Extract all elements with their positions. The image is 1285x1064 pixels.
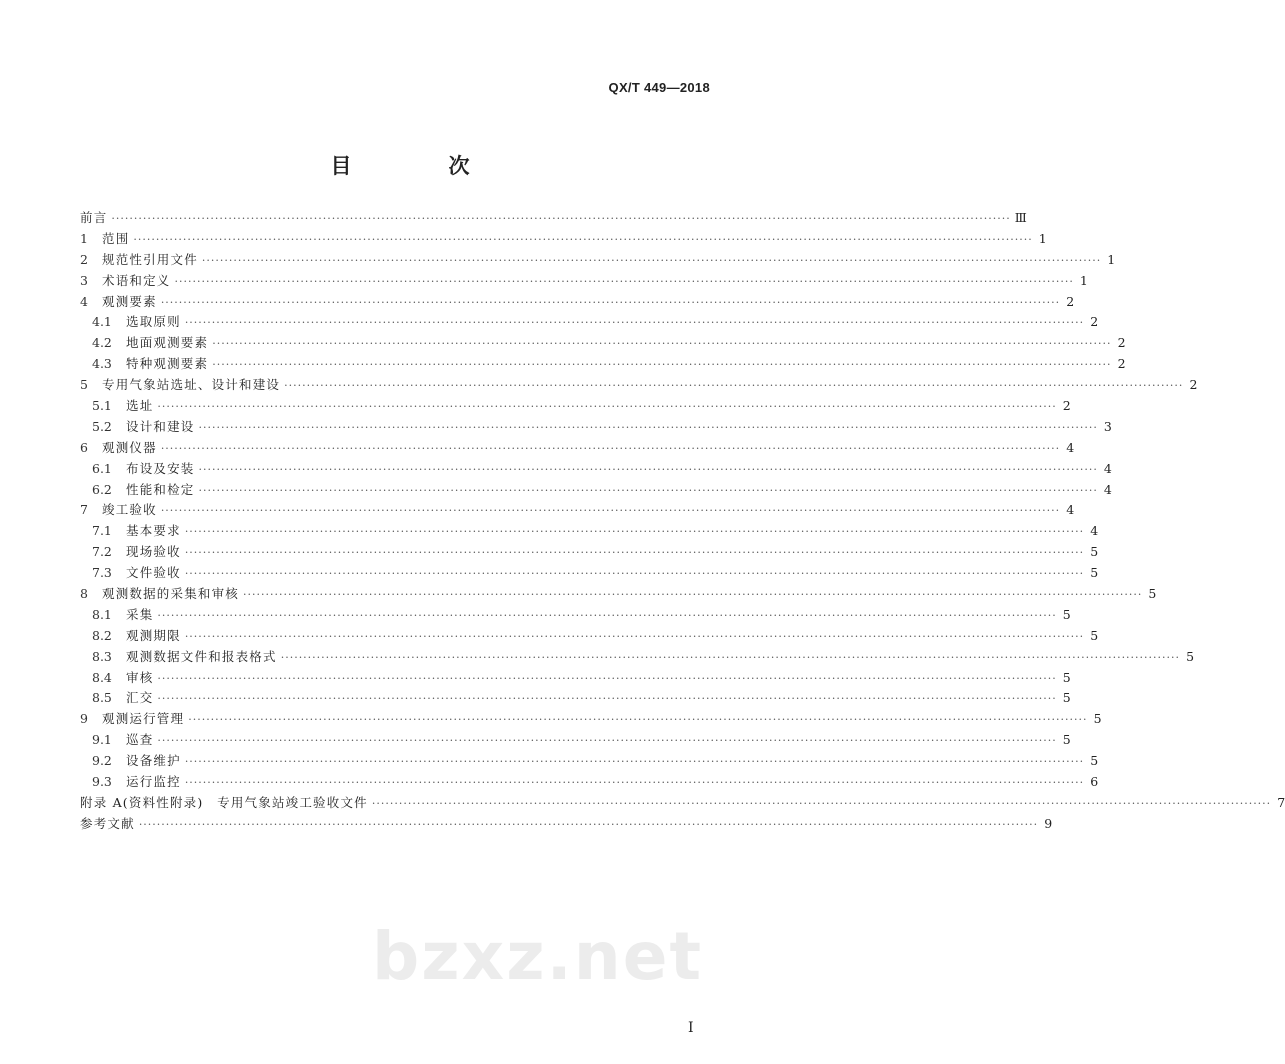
toc-entry-number: 4.1 bbox=[92, 314, 112, 330]
dot-leader: ········································································································································································································ bbox=[371, 796, 1272, 810]
toc-entry-number: 7 bbox=[80, 502, 88, 518]
dot-leader: ········································································································································································································ bbox=[201, 253, 1102, 267]
toc-entry[interactable] bbox=[80, 333, 1126, 354]
toc-title: 目 次 bbox=[330, 153, 508, 178]
dot-leader: ········································································································································································································ bbox=[198, 483, 1098, 497]
toc-entry-number: 8.4 bbox=[92, 669, 112, 685]
toc-entry-page: 5 bbox=[1090, 565, 1099, 581]
table-of-contents bbox=[80, 208, 1285, 835]
toc-entry-number: 9.2 bbox=[92, 753, 112, 769]
toc-entry[interactable] bbox=[80, 312, 1099, 333]
toc-entry-label: 附录 A(资料性附录) 专用气象站竣工验收文件 bbox=[80, 794, 368, 810]
toc-entry-number: 9.1 bbox=[92, 732, 112, 748]
watermark: bzxz.net bbox=[372, 918, 704, 995]
toc-entry-label: 竣工验收 bbox=[102, 502, 157, 518]
toc-entry-page: 6 bbox=[1090, 774, 1099, 790]
toc-entry-label: 性能和检定 bbox=[126, 481, 195, 497]
toc-entry-page: 2 bbox=[1066, 293, 1075, 309]
dot-leader: ········································································································································································································ bbox=[184, 567, 1085, 581]
toc-entry-label: 观测仪器 bbox=[102, 439, 157, 455]
toc-entry-page: 5 bbox=[1062, 732, 1071, 748]
toc-entry-page: 5 bbox=[1090, 753, 1099, 769]
toc-entry-label: 选取原则 bbox=[126, 314, 181, 330]
toc-entry[interactable] bbox=[80, 751, 1099, 772]
toc-entry-label: 采集 bbox=[126, 606, 154, 622]
dot-leader: ········································································································································································································ bbox=[174, 274, 1074, 288]
toc-entry-number: 7.2 bbox=[92, 544, 112, 560]
toc-entry-label: 现场验收 bbox=[126, 544, 181, 560]
toc-entry-label: 观测数据的采集和审核 bbox=[102, 586, 240, 602]
toc-entry-number: 9.3 bbox=[92, 774, 112, 790]
dot-leader: ········································································································································································································ bbox=[157, 671, 1057, 685]
toc-entry-label: 汇交 bbox=[126, 690, 154, 706]
dot-leader: ········································································································································································································ bbox=[184, 525, 1085, 539]
dot-leader: ········································································································································································································ bbox=[184, 546, 1085, 560]
toc-entry-label: 术语和定义 bbox=[102, 272, 171, 288]
toc-entry-page: 4 bbox=[1066, 439, 1075, 455]
toc-entry[interactable] bbox=[80, 396, 1071, 417]
toc-entry-page: 5 bbox=[1062, 606, 1071, 622]
toc-entry-page: 4 bbox=[1103, 481, 1112, 497]
toc-entry-number: 7.3 bbox=[92, 565, 112, 581]
toc-entry[interactable] bbox=[80, 521, 1099, 542]
dot-leader: ········································································································································································································ bbox=[160, 441, 1061, 455]
toc-entry-page: 7 bbox=[1277, 794, 1285, 810]
toc-entry-label: 观测要素 bbox=[102, 293, 157, 309]
toc-entry[interactable] bbox=[80, 605, 1071, 626]
toc-entry[interactable] bbox=[80, 668, 1071, 689]
toc-entry-number: 3 bbox=[80, 272, 88, 288]
toc-entry-label: 巡查 bbox=[126, 732, 154, 748]
toc-entry-number: 8.3 bbox=[92, 648, 112, 664]
toc-entry[interactable] bbox=[80, 271, 1088, 292]
toc-entry-label: 设计和建设 bbox=[126, 418, 195, 434]
toc-entry[interactable] bbox=[80, 563, 1099, 584]
toc-entry-label: 特种观测要素 bbox=[126, 356, 209, 372]
toc-entry-number: 6.1 bbox=[92, 460, 112, 476]
toc-entry-number: 8.5 bbox=[92, 690, 112, 706]
page-number: I bbox=[688, 1020, 694, 1036]
toc-entry-page: 3 bbox=[1103, 418, 1112, 434]
toc-entry-label: 运行监控 bbox=[126, 774, 181, 790]
toc-entry-label: 前言 bbox=[80, 210, 108, 225]
toc-entry[interactable] bbox=[80, 292, 1075, 313]
toc-entry[interactable] bbox=[80, 772, 1099, 793]
toc-entry-page: 2 bbox=[1090, 314, 1099, 330]
toc-entry-number: 9 bbox=[80, 711, 88, 727]
toc-entry-number: 8 bbox=[80, 586, 88, 602]
toc-entry[interactable] bbox=[80, 480, 1112, 501]
toc-entry-number: 5.1 bbox=[92, 398, 112, 414]
dot-leader: ········································································································································································································ bbox=[160, 295, 1061, 309]
toc-entry-number: 4.3 bbox=[92, 356, 112, 372]
toc-entry[interactable] bbox=[80, 417, 1112, 438]
toc-entry-page: 4 bbox=[1066, 502, 1075, 518]
toc-entry-label: 规范性引用文件 bbox=[102, 251, 198, 267]
toc-entry-page: 5 bbox=[1148, 586, 1157, 602]
toc-entry-label: 观测数据文件和报表格式 bbox=[126, 648, 277, 664]
toc-entry[interactable] bbox=[80, 438, 1075, 459]
dot-leader: ········································································································································································································ bbox=[133, 232, 1033, 246]
toc-entry-page: 5 bbox=[1090, 627, 1099, 643]
dot-leader: ········································································································································································································ bbox=[243, 588, 1143, 602]
toc-entry-page: 1 bbox=[1107, 251, 1116, 267]
toc-entry-page: 1 bbox=[1038, 230, 1047, 246]
dot-leader: ········································································································································································································ bbox=[184, 629, 1085, 643]
dot-leader: ········································································································································································································ bbox=[184, 776, 1085, 790]
toc-entry-page: 5 bbox=[1186, 648, 1195, 664]
toc-entry-label: 地面观测要素 bbox=[126, 335, 209, 351]
toc-entry[interactable] bbox=[80, 229, 1047, 250]
toc-entry-page: 5 bbox=[1093, 711, 1102, 727]
toc-entry-page: 1 bbox=[1079, 272, 1088, 288]
dot-leader: ········································································································································································································ bbox=[198, 462, 1098, 476]
toc-entry[interactable] bbox=[80, 647, 1195, 668]
toc-entry[interactable] bbox=[80, 688, 1071, 709]
dot-leader: ········································································································································································································ bbox=[198, 420, 1098, 434]
toc-entry[interactable] bbox=[80, 730, 1071, 751]
toc-entry-label: 审核 bbox=[126, 669, 154, 685]
toc-entry-number: 7.1 bbox=[92, 523, 112, 539]
toc-entry-label: 布设及安装 bbox=[126, 460, 195, 476]
standard-code: QX/T 449—2018 bbox=[608, 80, 710, 95]
toc-entry-label: 观测期限 bbox=[126, 627, 181, 643]
toc-entry-label: 文件验收 bbox=[126, 565, 181, 581]
dot-leader: ········································································································································································································ bbox=[157, 692, 1057, 706]
toc-entry-number: 4.2 bbox=[92, 335, 112, 351]
dot-leader: ········································································································································································································ bbox=[188, 713, 1088, 727]
toc-entry-label: 专用气象站选址、设计和建设 bbox=[102, 377, 281, 393]
toc-entry-number: 2 bbox=[80, 251, 88, 267]
toc-entry-number: 8.2 bbox=[92, 627, 112, 643]
toc-entry-number: 6 bbox=[80, 439, 88, 455]
dot-leader: ········································································································································································································ bbox=[157, 734, 1057, 748]
dot-leader: ········································································································································································································ bbox=[184, 755, 1085, 769]
toc-entry[interactable] bbox=[80, 500, 1075, 521]
dot-leader: ········································································································································································································ bbox=[280, 650, 1181, 664]
toc-entry[interactable] bbox=[80, 709, 1102, 730]
toc-entry[interactable] bbox=[80, 542, 1099, 563]
toc-entry[interactable] bbox=[80, 814, 1053, 835]
toc-entry-page: 5 bbox=[1062, 669, 1071, 685]
toc-entry-page: 5 bbox=[1090, 544, 1099, 560]
toc-entry-label: 选址 bbox=[126, 398, 154, 414]
dot-leader: ········································································································································································································ bbox=[160, 504, 1061, 518]
toc-entry-page: 9 bbox=[1044, 815, 1053, 831]
dot-leader: ········································································································································································································ bbox=[284, 379, 1184, 393]
toc-entry-label: 观测运行管理 bbox=[102, 711, 185, 727]
toc-entry-page: 2 bbox=[1062, 398, 1071, 414]
toc-entry[interactable] bbox=[80, 626, 1099, 647]
dot-leader: ········································································································································································································ bbox=[157, 400, 1057, 414]
dot-leader: ········································································································································································································ bbox=[138, 817, 1039, 831]
toc-entry-number: 8.1 bbox=[92, 606, 112, 622]
dot-leader: ········································································································································································································ bbox=[212, 337, 1112, 351]
dot-leader: ········································································································································································································ bbox=[212, 358, 1112, 372]
dot-leader: ········································································································································································································ bbox=[184, 316, 1085, 330]
toc-entry-page: 2 bbox=[1117, 356, 1126, 372]
toc-entry-page: Ⅲ bbox=[1014, 210, 1027, 225]
toc-entry[interactable] bbox=[80, 250, 1116, 271]
toc-entry-number: 1 bbox=[80, 230, 88, 246]
toc-entry[interactable] bbox=[80, 354, 1126, 375]
toc-entry-number: 4 bbox=[80, 293, 88, 309]
toc-entry-number: 6.2 bbox=[92, 481, 112, 497]
toc-entry[interactable] bbox=[80, 459, 1112, 480]
dot-leader: ········································································································································································································ bbox=[157, 608, 1057, 622]
toc-entry-page: 4 bbox=[1090, 523, 1099, 539]
toc-entry-label: 范围 bbox=[102, 230, 130, 246]
toc-entry-page: 2 bbox=[1117, 335, 1126, 351]
toc-entry-label: 参考文献 bbox=[80, 815, 135, 831]
toc-entry-label: 设备维护 bbox=[126, 753, 181, 769]
toc-entry-number: 5 bbox=[80, 377, 88, 393]
toc-entry[interactable] bbox=[80, 584, 1157, 605]
toc-entry[interactable] bbox=[80, 375, 1198, 396]
dot-leader: ········································································································································································································ bbox=[111, 212, 1011, 225]
toc-entry-page: 2 bbox=[1189, 377, 1198, 393]
toc-entry[interactable] bbox=[80, 793, 1285, 814]
toc-entry-page: 5 bbox=[1062, 690, 1071, 706]
toc-entry-label: 基本要求 bbox=[126, 523, 181, 539]
toc-entry[interactable] bbox=[80, 208, 1027, 229]
toc-entry-page: 4 bbox=[1103, 460, 1112, 476]
toc-entry-number: 5.2 bbox=[92, 418, 112, 434]
